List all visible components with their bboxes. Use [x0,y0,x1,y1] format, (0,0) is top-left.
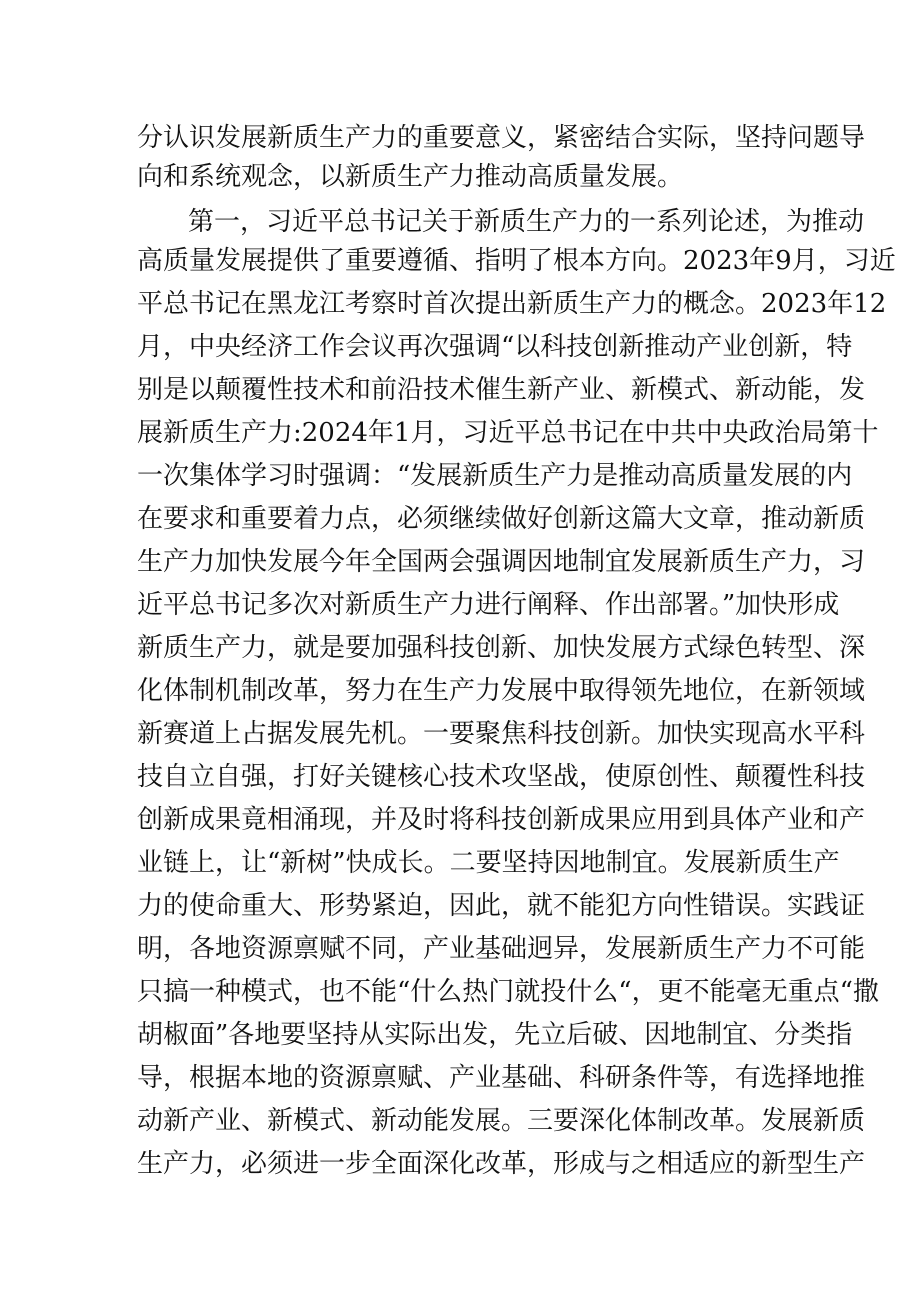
text-line: 胡椒面”各地要坚持从实际出发，先立后破、因地制宜、分类指 [137,1020,853,1050]
text-line: 技自立自强，打好关键核心技术攻坚战，使原创性、颠覆性科技 [137,762,866,792]
text-line: 化体制机制改革，努力在生产力发展中取得领先地位，在新领域 [137,676,866,706]
text-line: 生产力加快发展今年全国两会强调因地制宜发展新质生产力，习 [137,547,866,577]
text-line: 新质生产力，就是要加强科技创新、加快发展方式绿色转型、深 [137,633,866,663]
paragraph-first-line: 第一，习近平总书记关于新质生产力的一系列论述，为推动 [188,207,865,237]
text-line: 明，各地资源禀赋不同，产业基础迥异，发展新质生产力不可能 [137,934,866,964]
text-line: 月，中央经济工作会议再次强调“以科技创新推动产业创新，特 [137,332,853,362]
text-line: 生产力，必须进一步全面深化改革，形成与之相适应的新型生产 [137,1149,866,1179]
text-line: 展新质生产力:2024年1月，习近平总书记在中共中央政治局第十 [137,418,879,448]
text-line: 动新产业、新模式、新动能发展。三要深化体制改革。发展新质 [137,1106,866,1136]
text-line: 近平总书记多次对新质生产力进行阐释、作出部署。”加快形成 [137,590,840,620]
text-line: 平总书记在黑龙江考察时首次提出新质生产力的概念。2023年12 [137,289,887,319]
text-line: 导，根据本地的资源禀赋、产业基础、科研条件等，有选择地推 [137,1063,866,1093]
text-line: 高质量发展提供了重要遵循、指明了根本方向。2023年9月，习近 [137,246,896,276]
text-line: 业链上，让“新树”快成长。二要坚持因地制宜。发展新质生产 [137,848,840,878]
text-line: 只搞一种模式，也不能“什么热门就投什么“，更不能毫无重点“撒 [137,977,879,1007]
text-line: 分认识发展新质生产力的重要意义，紧密结合实际，坚持问题导 [137,123,866,153]
text-line: 创新成果竟相涌现，并及时将科技创新成果应用到具体产业和产 [137,805,866,835]
text-line: 向和系统观念，以新质生产力推动高质量发展。 [137,162,684,192]
text-line: 新赛道上占据发展先机。一要聚焦科技创新。加快实现高水平科 [137,719,866,749]
text-line: 力的使命重大、形势紧迫，因此，就不能犯方向性错误。实践证 [137,891,866,921]
text-line: 一次集体学习时强调：“发展新质生产力是推动高质量发展的内 [137,461,853,491]
text-line: 别是以颠覆性技术和前沿技术催生新产业、新模式、新动能，发 [137,375,866,405]
text-line: 在要求和重要着力点，必须继续做好创新这篇大文章，推动新质 [137,504,866,534]
